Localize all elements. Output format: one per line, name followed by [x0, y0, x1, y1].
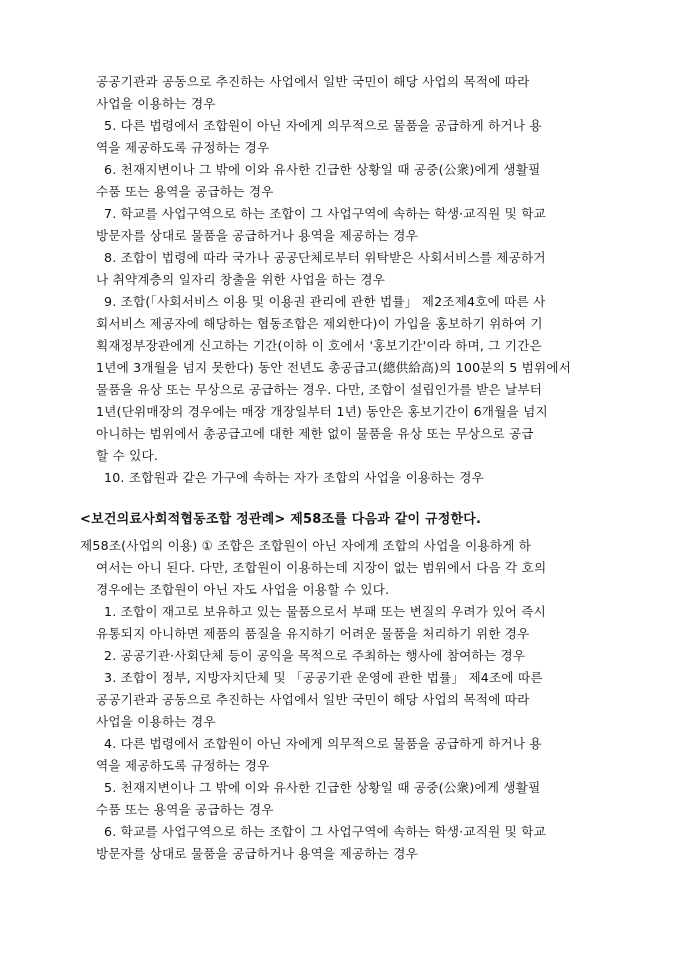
text-line: 방문자를 상대로 물품을 공급하거나 용역을 제공하는 경우 — [96, 228, 418, 243]
text-line: 1년(단위매장의 경우에는 매장 개장일부터 1년) 동안은 홍보기간이 6개월을 넘지 — [96, 404, 548, 419]
text-line: 유통되지 아니하면 제품의 품질을 유지하기 어려운 물품을 처리하기 위한 경우 — [96, 626, 530, 641]
text-line: 역을 제공하도록 규정하는 경우 — [96, 140, 270, 155]
list-item-8: 8. 조합이 법령에 따라 국가나 공공단체로부터 위탁받은 사회서비스를 제공하거 — [104, 250, 546, 265]
text-line: 회서비스 제공자에 해당하는 협동조합은 제외한다)이 가입을 홍보하기 위하여 기 — [96, 316, 543, 331]
text-line: 1년에 3개월을 넘지 못한다) 동안 전년도 총공급고(總供給高)의 100분의 5 범위에서 — [96, 360, 572, 375]
text-line: 여서는 아니 된다. 다만, 조합원이 이용하는데 지장이 없는 범위에서 다음 각 호의 — [96, 560, 547, 575]
text-line: 경우에는 조합원이 아닌 자도 사업을 이용할 수 있다. — [96, 582, 390, 597]
list-item-4: 4. 다른 법령에서 조합원이 아닌 자에게 의무적으로 물품을 공급하게 하거나 용 — [104, 736, 542, 751]
list-item-10: 10. 조합원과 같은 가구에 속하는 자가 조합의 사업을 이용하는 경우 — [104, 470, 484, 485]
text-line: 사업을 이용하는 경우 — [96, 96, 216, 111]
list-item-7: 7. 학교를 사업구역으로 하는 조합이 그 사업구역에 속하는 학생·교직원 및 학교 — [104, 206, 546, 221]
text-line: 할 수 있다. — [96, 448, 159, 463]
article-title-line: 제58조(사업의 이용) ① 조합은 조합원이 아닌 자에게 조합의 사업을 이용하게 하 — [80, 538, 532, 553]
text-line: 획재정부장관에게 신고하는 기간(이하 이 호에서 '홍보기간'이라 하며, 그 기간은 — [96, 338, 542, 353]
text-line: 역을 제공하도록 규정하는 경우 — [96, 758, 270, 773]
text-line: 아니하는 범위에서 총공급고에 대한 제한 없이 물품을 유상 또는 무상으로 공급 — [96, 426, 534, 441]
text-line: 공공기관과 공동으로 추진하는 사업에서 일반 국민이 해당 사업의 목적에 따라 — [96, 74, 530, 89]
list-item-9: 9. 조합(「사회서비스 이용 및 이용권 관리에 관한 법률」 제2조제4호에 따른 사 — [104, 294, 546, 309]
section-heading: <보건의료사회적협동조합 정관례> 제58조를 다음과 같이 규정한다. — [80, 512, 482, 527]
list-item-3: 3. 조합이 정부, 지방자치단체 및 「공공기관 운영에 관한 법률」 제4조에 따른 — [104, 670, 543, 685]
text-line: 수품 또는 용역을 공급하는 경우 — [96, 184, 274, 199]
text-line: 수품 또는 용역을 공급하는 경우 — [96, 802, 274, 817]
list-item-2: 2. 공공기관·사회단체 등이 공익을 목적으로 주최하는 행사에 참여하는 경우 — [104, 648, 526, 663]
list-item-1: 1. 조합이 재고로 보유하고 있는 물품으로서 부패 또는 변질의 우려가 있어 즉시 — [104, 604, 546, 619]
list-item-5: 5. 다른 법령에서 조합원이 아닌 자에게 의무적으로 물품을 공급하게 하거나 용 — [104, 118, 542, 133]
text-line: 공공기관과 공동으로 추진하는 사업에서 일반 국민이 해당 사업의 목적에 따라 — [96, 692, 530, 707]
text-line: 사업을 이용하는 경우 — [96, 714, 216, 729]
text-line: 방문자를 상대로 물품을 공급하거나 용역을 제공하는 경우 — [96, 846, 418, 861]
text-line: 나 취약계층의 일자리 창출을 위한 사업을 하는 경우 — [96, 272, 386, 287]
list-item-5: 5. 천재지변이나 그 밖에 이와 유사한 긴급한 상황일 때 공중(公衆)에게 생활필 — [104, 780, 541, 795]
list-item-6: 6. 천재지변이나 그 밖에 이와 유사한 긴급한 상황일 때 공중(公衆)에게 생활필 — [104, 162, 541, 177]
list-item-6: 6. 학교를 사업구역으로 하는 조합이 그 사업구역에 속하는 학생·교직원 및 학교 — [104, 824, 546, 839]
text-line: 물품을 유상 또는 무상으로 공급하는 경우. 다만, 조합이 설립인가를 받은 날부터 — [96, 382, 543, 397]
